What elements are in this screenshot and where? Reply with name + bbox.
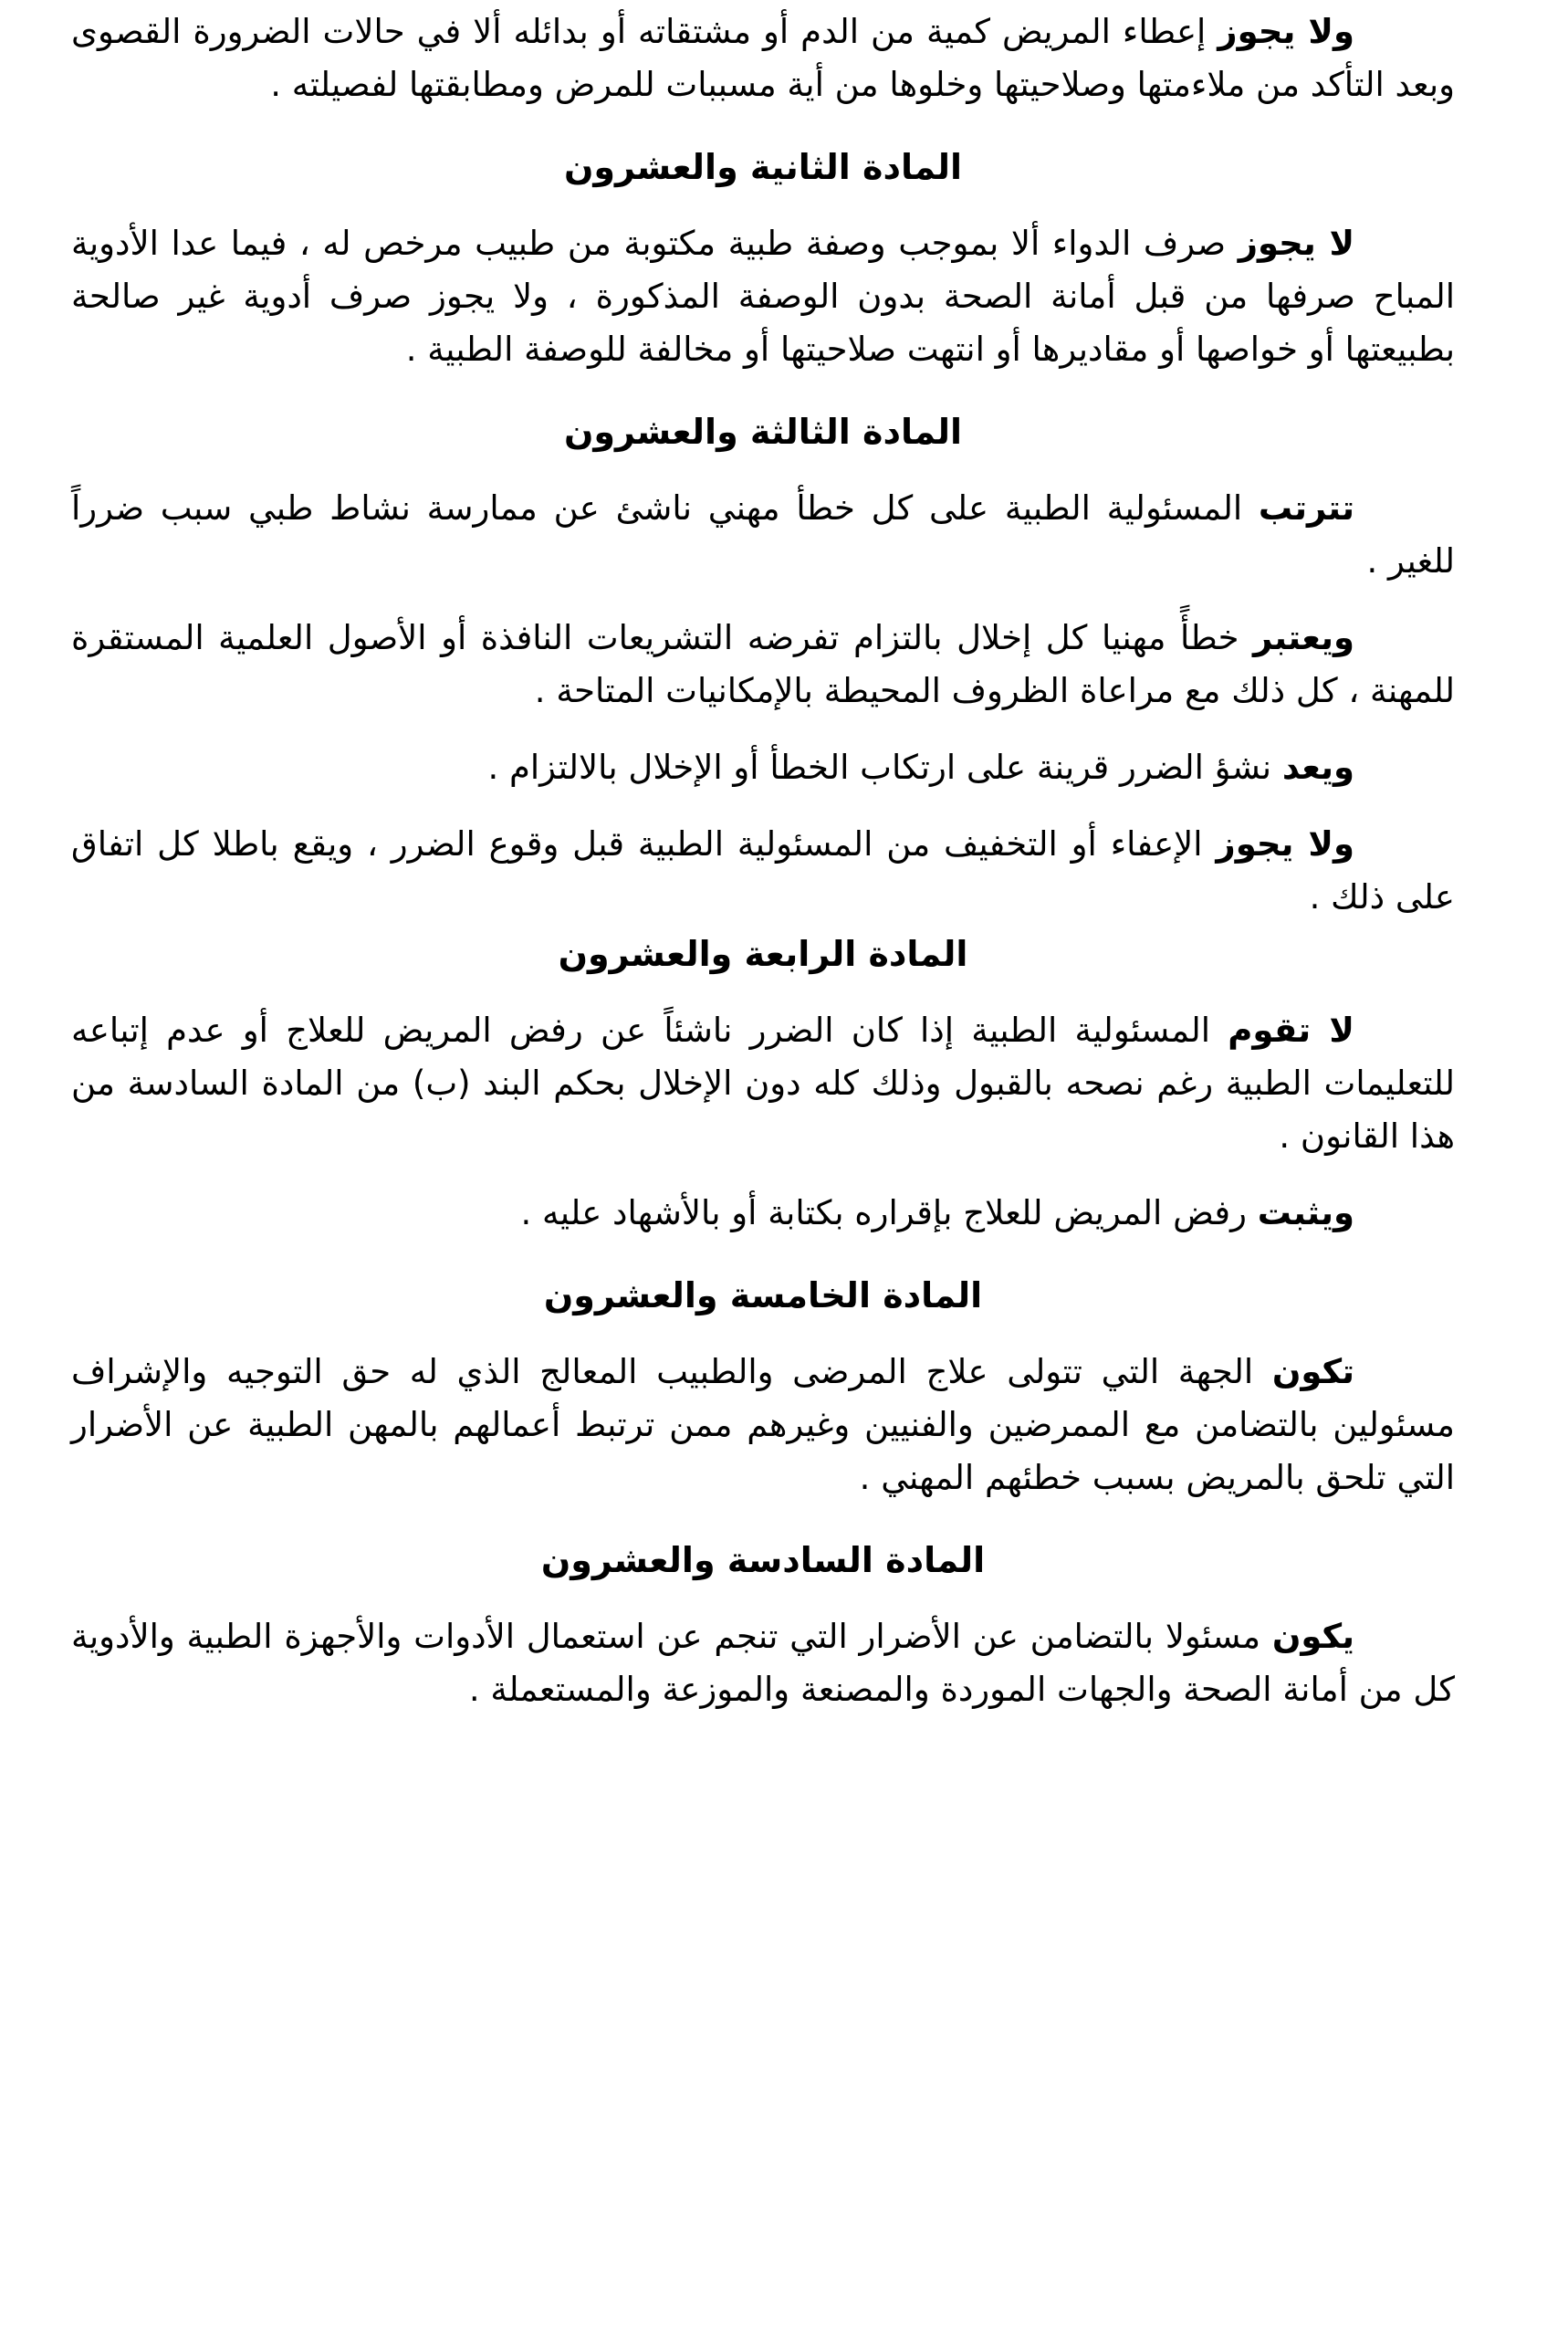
paragraph-text: الإعفاء أو التخفيف من المسئولية الطبية قبل وقوع الضرر ، ويقع باطلا كل اتفاق على ذلك . [71, 824, 1455, 917]
paragraph-text: خطأً مهنيا كل إخلال بالتزام تفرضه التشريعات النافذة أو الأصول العلمية المستقرة للمهنة ، كل ذلك مع مراعاة الظروف المحيطة بالإمكانيات المتاحة . [71, 618, 1455, 710]
continuation-paragraph [71, 5, 1455, 111]
paragraph-lead: ولا يجوز [1218, 12, 1354, 51]
paragraph-text: مسئولا بالتضامن عن الأضرار التي تنجم عن استعمال الأدوات والأجهزة الطبية والأدوية كل من أمانة الصحة والجهات الموردة والمصنعة والموزعة والمستعملة . [71, 1617, 1455, 1709]
article-23-title: المادة الثالثة والعشرون [563, 412, 963, 452]
paragraph-lead: لا يجوز [1238, 224, 1354, 263]
paragraph-lead: تكون [1271, 1352, 1354, 1391]
article-25-paragraph-1 [71, 1346, 1455, 1504]
document-page [71, 5, 1455, 1716]
paragraph-text: الجهة التي تتولى علاج المرضى والطبيب المعالج الذي له حق التوجيه والإشراف مسئولين بالتضامن مع الممرضين والفنيين وغيرهم ممن ترتبط أعمالهم بالمهن الطبية عن الأضرار التي تلحق بالمريض بسبب خطئهم المهني . [71, 1352, 1455, 1497]
article-22-paragraph-1 [71, 217, 1455, 376]
article-24-title: المادة الرابعة والعشرون [558, 934, 968, 974]
article-23-paragraph-4 [71, 818, 1455, 924]
paragraph-lead: ويعتبر [1253, 618, 1354, 657]
paragraph-lead: ولا يجوز [1216, 824, 1354, 864]
article-23-paragraph-3 [71, 741, 1455, 794]
paragraph-lead: يكون [1271, 1617, 1354, 1656]
paragraph-text: رفض المريض للعلاج بإقراره بكتابة أو بالأشهاد عليه . [520, 1193, 1258, 1232]
paragraph-lead: لا تقوم [1228, 1011, 1354, 1050]
article-24-paragraph-1 [71, 1004, 1455, 1163]
article-22-title: المادة الثانية والعشرون [563, 147, 963, 187]
article-26-title: المادة السادسة والعشرون [540, 1540, 986, 1580]
paragraph-lead: تترتب [1258, 488, 1354, 528]
article-24-paragraph-2 [71, 1187, 1455, 1240]
article-25-title: المادة الخامسة والعشرون [543, 1275, 983, 1315]
article-23-paragraph-1 [71, 482, 1455, 588]
article-26-paragraph-1 [71, 1610, 1455, 1716]
paragraph-lead: ويعد [1281, 748, 1354, 787]
article-23-paragraph-2 [71, 612, 1455, 718]
paragraph-lead: ويثبت [1257, 1193, 1354, 1232]
paragraph-text: المسئولية الطبية على كل خطأ مهني ناشئ عن ممارسة نشاط طبي سبب ضرراً للغير . [71, 488, 1455, 581]
paragraph-text: نشؤ الضرر قرينة على ارتكاب الخطأ أو الإخلال بالالتزام . [487, 748, 1282, 787]
paragraph-text: المسئولية الطبية إذا كان الضرر ناشئاً عن رفض المريض للعلاج أو عدم إتباعه للتعليمات الطبية رغم نصحه بالقبول وذلك كله دون الإخلال بحكم البند (ب) من المادة السادسة من هذا القانون . [71, 1011, 1455, 1156]
paragraph-text: صرف الدواء ألا بموجب وصفة طبية مكتوبة من طبيب مرخص له ، فيما عدا الأدوية المباح صرفها من قبل أمانة الصحة بدون الوصفة المذكورة ، ولا يجوز صرف أدوية غير صالحة بطبيعتها أو خواصها أو مقاديرها أو انتهت صلاحيتها أو مخالفة للوصفة الطبية . [71, 224, 1455, 369]
paragraph-text: إعطاء المريض كمية من الدم أو مشتقاته أو بدائله ألا في حالات الضرورة القصوى وبعد التأكد من ملاءمتها وصلاحيتها وخلوها من أية مسببات للمرض ومطابقتها لفصيلته . [71, 12, 1455, 104]
